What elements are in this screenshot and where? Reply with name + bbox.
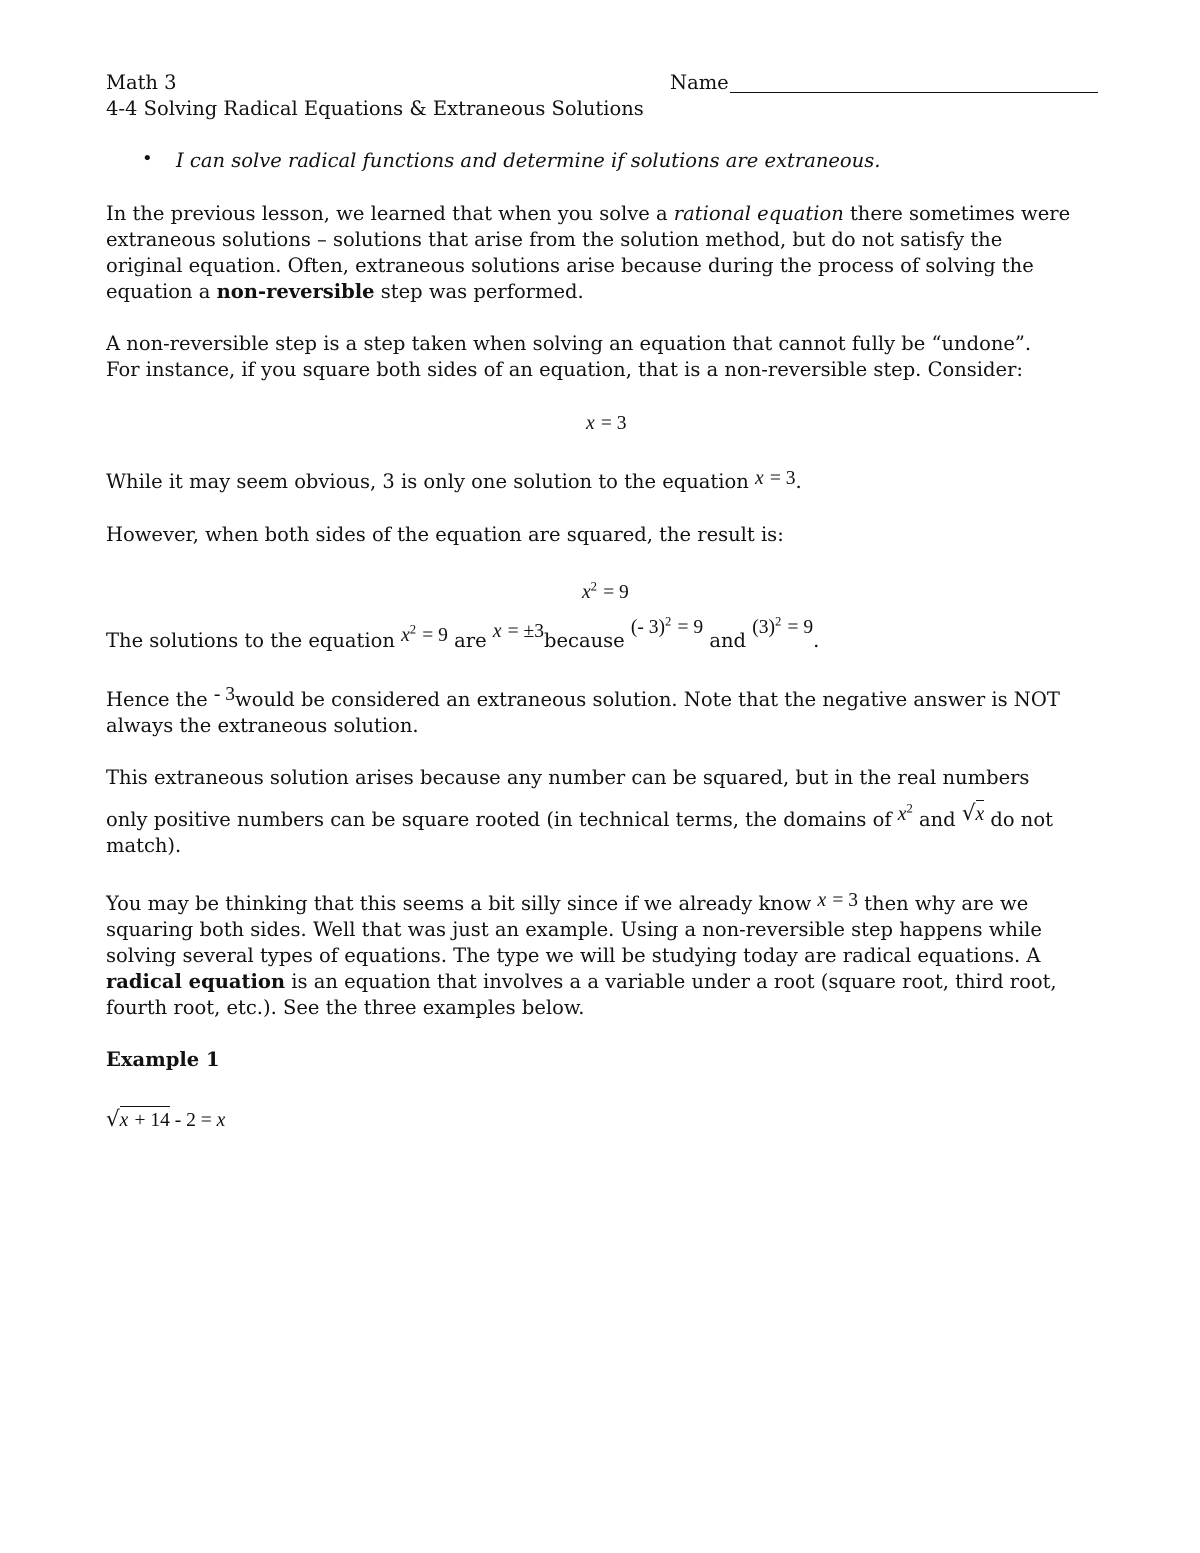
- paragraph-line: For instance, if you square both sides of an equation, that is a non-reversible step. Consider:: [106, 358, 1023, 381]
- paragraph-line: The solutions to the equation $x^2 = 9$ are x = ±3because (- 3)$^2$ = 9 and $(3)^2 = 9$.: [106, 614, 820, 652]
- paragraph-line: radical equation is an equation that involves a a variable under a root (square root, third root,: [106, 970, 1057, 993]
- paragraph-line: A non-reversible step is a step taken when solving an equation that cannot fully be “undone”.: [106, 332, 1032, 355]
- paragraph-line: extraneous solutions – solutions that arise from the solution method, but do not satisfy the: [106, 228, 1003, 251]
- paragraph-line: always the extraneous solution.: [106, 714, 419, 737]
- paragraph-line: You may be thinking that this seems a bit silly since if we already know x = 3 then why are we: [106, 890, 1029, 915]
- learning-objective: I can solve radical functions and determine if solutions are extraneous.: [176, 149, 881, 172]
- example-1-heading: Example 1: [106, 1048, 220, 1071]
- paragraph-line: squaring both sides. Well that was just an example. Using a non-reversible step happens while: [106, 918, 1042, 941]
- paragraph-line: equation a non-reversible step was performed.: [106, 280, 584, 303]
- paragraph-line: match).: [106, 834, 182, 857]
- name-blank-line[interactable]: [730, 92, 1098, 93]
- paragraph-line: This extraneous solution arises because any number can be squared, but in the real numbers: [106, 766, 1030, 789]
- paragraph-line: only positive numbers can be square rooted (in technical terms, the domains of $x^2$ and √x do not: [106, 801, 1053, 831]
- equation-x-squared-equals-9: $x^2 = 9$: [582, 579, 629, 603]
- example-1-equation: √x + 14 - 2 = x: [106, 1107, 226, 1132]
- paragraph-line: solving several types of equations. The type we will be studying today are radical equations. A: [106, 944, 1041, 967]
- page-title: 4-4 Solving Radical Equations & Extraneous Solutions: [106, 97, 644, 120]
- paragraph-line: In the previous lesson, we learned that when you solve a rational equation there sometimes were: [106, 202, 1071, 225]
- bullet-icon: •: [142, 148, 153, 169]
- paragraph-line: While it may seem obvious, 3 is only one solution to the equation x = 3.: [106, 468, 802, 493]
- paragraph-line: Hence the - 3would be considered an extraneous solution. Note that the negative answer is NOT: [106, 684, 1060, 711]
- paragraph-line: original equation. Often, extraneous solutions arise because during the process of solving the: [106, 254, 1034, 277]
- course-label: Math 3: [106, 71, 177, 94]
- paragraph-line: However, when both sides of the equation are squared, the result is:: [106, 523, 784, 546]
- equation-x-equals-3: x = 3: [586, 413, 627, 434]
- paragraph-line: fourth root, etc.). See the three examples below.: [106, 996, 585, 1019]
- name-label: Name: [670, 71, 729, 94]
- sqrt-radical-icon: √x + 14: [106, 1107, 170, 1132]
- sqrt-x-expression: √x: [961, 801, 985, 826]
